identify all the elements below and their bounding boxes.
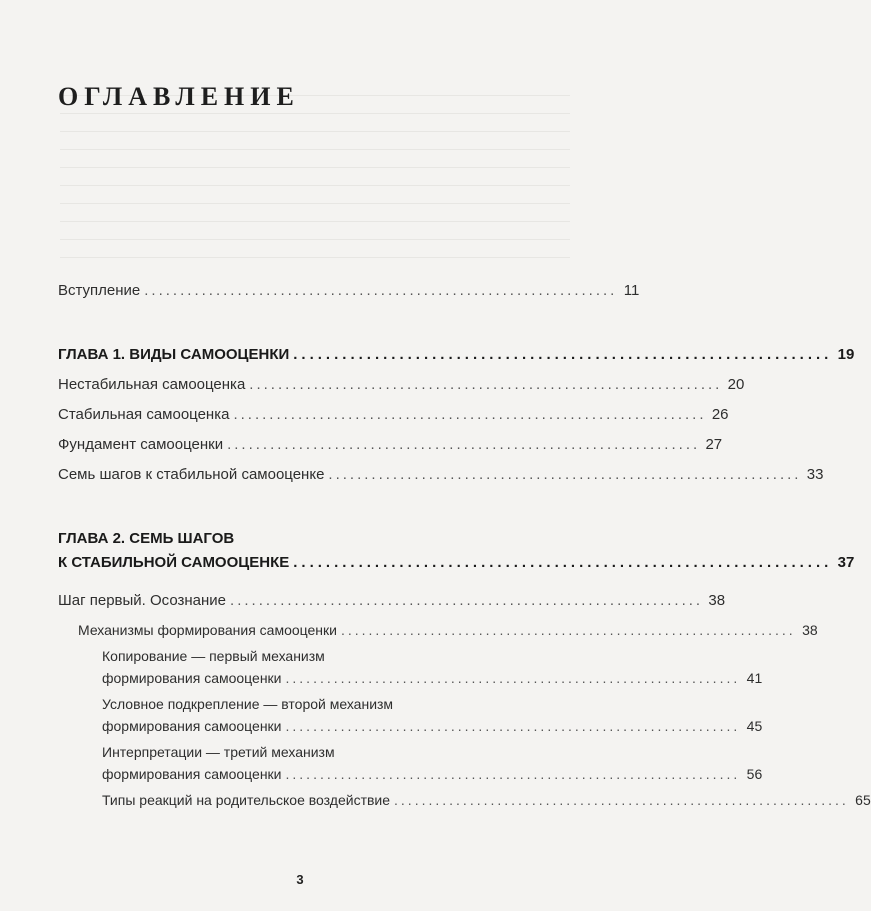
toc-entry-unstable-self-esteem[interactable] [58, 376, 745, 406]
toc-page-number: 27 [705, 436, 723, 453]
dot-leader: .................................................................. [293, 554, 833, 571]
dot-leader: .................................................................. [233, 406, 707, 423]
toc-page-number: 26 [711, 406, 729, 423]
dot-leader: .................................................................. [227, 436, 701, 453]
dot-leader: .................................................................. [285, 766, 741, 782]
toc-entry-label: Условное подкрепление — второй механизм [102, 696, 394, 712]
toc-entry-label: Копирование — первый механизм [102, 648, 325, 664]
toc-chapter-label: ГЛАВА 1. ВИДЫ САМООЦЕНКИ [58, 346, 290, 363]
toc-page-number: 38 [708, 592, 726, 609]
dot-leader: .................................................................. [394, 792, 849, 808]
toc-chapter-1[interactable] [58, 346, 855, 376]
toc-entry-intro[interactable] [58, 282, 640, 312]
toc-entry-stable-self-esteem[interactable] [58, 406, 729, 436]
toc-entry-interpretations[interactable] [58, 766, 763, 792]
toc-entry-copying[interactable] [58, 670, 763, 696]
toc-entry-seven-steps[interactable] [58, 466, 824, 496]
toc-page-number: 45 [746, 718, 763, 734]
page-title: ОГЛАВЛЕНИЕ [58, 82, 300, 111]
toc-page-number: 41 [746, 670, 763, 686]
toc-entry-label: Семь шагов к стабильной самооценке [58, 466, 325, 483]
toc-entry-mechanisms[interactable] [58, 622, 818, 648]
toc-entry-label: Типы реакций на родительское воздействие [102, 792, 391, 808]
toc-entry-label: формирования самооценки [102, 718, 282, 734]
show-through-texture [60, 95, 570, 275]
toc-entry-conditioning-line1[interactable] [58, 696, 546, 718]
toc-page-number: 33 [806, 466, 824, 483]
dot-leader: .................................................................. [249, 376, 723, 393]
toc-page-number: 65 [855, 792, 871, 808]
toc-page-number: 11 [623, 282, 640, 299]
toc-entry-label: Шаг первый. Осознание [58, 592, 227, 609]
dot-leader: .................................................................. [144, 282, 618, 299]
toc-page-number: 19 [837, 346, 855, 363]
toc-page-number: 20 [727, 376, 745, 393]
toc-entry-label: формирования самооценки [102, 670, 282, 686]
toc-page-number: 56 [746, 766, 763, 782]
dot-leader: .................................................................. [285, 670, 741, 686]
dot-leader: .................................................................. [285, 718, 741, 734]
toc-page-number: 37 [837, 554, 855, 571]
table-of-contents [58, 282, 871, 818]
dot-leader: .................................................................. [340, 622, 796, 638]
dot-leader: .................................................................. [230, 592, 704, 609]
toc-entry-step-one[interactable] [58, 592, 726, 622]
toc-entry-label: Вступление [58, 282, 141, 299]
toc-entry-label: Фундамент самооценки [58, 436, 224, 453]
toc-chapter-2-line1[interactable] [58, 530, 546, 554]
toc-entry-conditioning[interactable] [58, 718, 763, 744]
toc-entry-label: Стабильная самооценка [58, 406, 230, 423]
toc-entry-copying-line1[interactable] [58, 648, 546, 670]
dot-leader: .................................................................. [293, 346, 833, 363]
page-number: 3 [296, 872, 304, 887]
toc-entry-foundation[interactable] [58, 436, 723, 466]
toc-entry-label: Интерпретации — третий механизм [102, 744, 335, 760]
toc-page-number: 38 [802, 622, 818, 638]
dot-leader: .................................................................. [328, 466, 802, 483]
toc-chapter-label: К СТАБИЛЬНОЙ САМООЦЕНКЕ [58, 554, 290, 571]
toc-chapter-2[interactable] [58, 554, 855, 584]
toc-entry-label: Механизмы формирования самооценки [78, 622, 337, 638]
toc-chapter-label: ГЛАВА 2. СЕМЬ ШАГОВ [58, 530, 235, 547]
toc-entry-interpretations-line1[interactable] [58, 744, 546, 766]
toc-entry-reaction-types[interactable] [58, 792, 871, 818]
toc-entry-label: Нестабильная самооценка [58, 376, 246, 393]
toc-entry-label: формирования самооценки [102, 766, 282, 782]
